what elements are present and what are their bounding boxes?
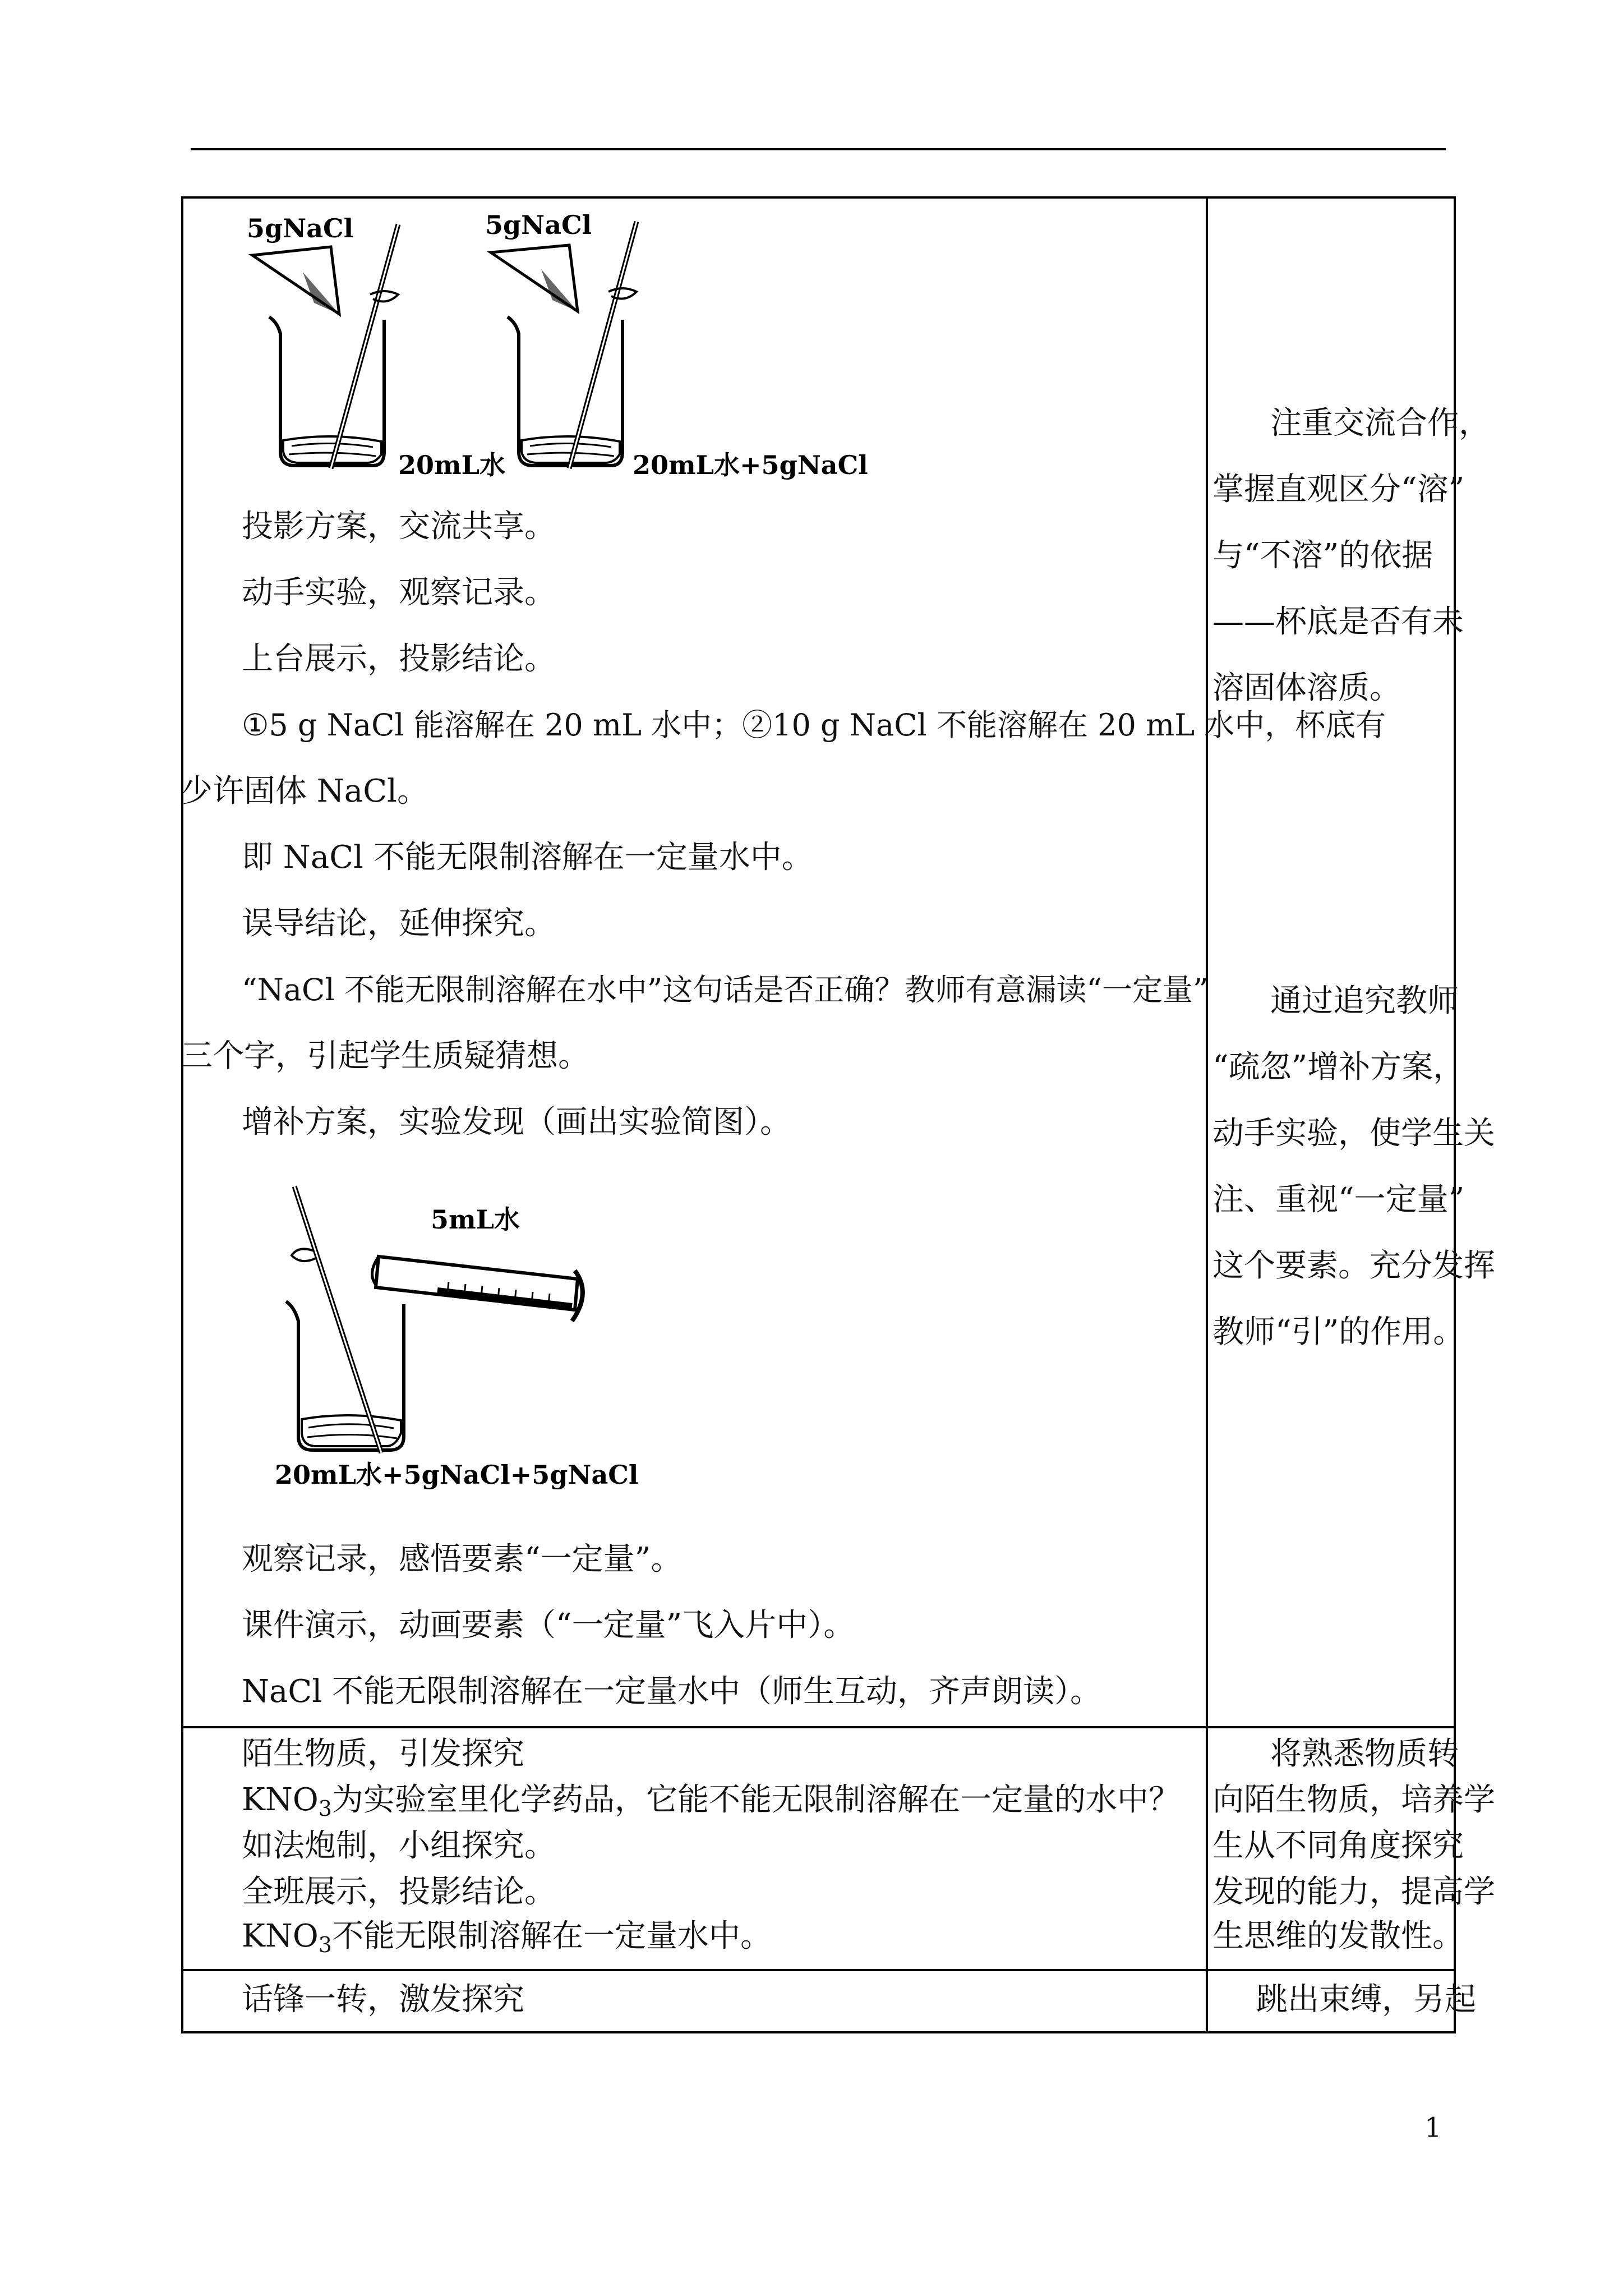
row2-line-5: $KNO_3$不能无限制溶解在一定量水中。	[242, 1918, 772, 1957]
row1-line-2: 动手实验，观察记录。	[242, 574, 556, 611]
figure-add-water-experiment	[269, 1178, 662, 1492]
right-stirring-rod-icon	[569, 222, 637, 468]
beaker-label: 20mL水+5gNaCl+5gNaCl	[275, 1460, 639, 1490]
row2-note-line-2: 向陌生物质，培养学	[1212, 1782, 1495, 1818]
row2-line-4: 全班展示，投影结论。	[242, 1874, 556, 1910]
right-weighing-paper-icon	[491, 245, 578, 311]
note1-line-1: 注重交流合作，	[1270, 405, 1490, 441]
note2-line-3: 动手实验，使学生关	[1212, 1115, 1495, 1152]
right-beaker-label: 20mL水+5gNaCl	[633, 450, 868, 480]
row-divider-1	[181, 1726, 1456, 1728]
stirring-rod-icon	[292, 1186, 381, 1453]
header-rule	[191, 148, 1446, 150]
figure-dissolving-experiment	[236, 205, 909, 496]
note1-line-4: ——杯底是否有未	[1212, 604, 1464, 640]
row1-line-7: 误导结论，延伸探究。	[242, 905, 556, 942]
row2-note-line-1: 将熟悉物质转	[1270, 1736, 1459, 1772]
note2-line-6: 教师“引”的作用。	[1212, 1314, 1465, 1350]
note2-line-5: 这个要素。充分发挥	[1212, 1248, 1495, 1284]
row1-after-line-3: NaCl 不能无限制溶解在一定量水中（师生互动，齐声朗读）。	[242, 1673, 1101, 1710]
row-divider-2	[181, 1969, 1456, 1971]
row1-line-9: 三个字，引起学生质疑猜想。	[181, 1038, 589, 1074]
row2-line-1: 陌生物质，引发探究	[242, 1736, 524, 1772]
note1-line-5: 溶固体溶质。	[1212, 670, 1401, 706]
left-stirring-rod-icon	[331, 224, 398, 468]
row1-line-3: 上台展示，投影结论。	[242, 641, 556, 677]
cylinder-label: 5mL水	[431, 1204, 520, 1235]
column-divider	[1206, 196, 1208, 2033]
right-salt-label: 5gNaCl	[485, 210, 592, 240]
row2-note-line-5: 生思维的发散性。	[1212, 1918, 1464, 1954]
row1-line-4: ①5 g NaCl 能溶解在 20 mL 水中；②10 g NaCl 不能溶解在 20 mL 水中，杯底有	[242, 707, 1386, 743]
row1-line-8: “NaCl 不能无限制溶解在水中”这句话是否正确？教师有意漏读“一定量”	[242, 972, 1209, 1007]
row2-line-2: $KNO_3$为实验室里化学药品，它能不能无限制溶解在一定量的水中？	[242, 1782, 1180, 1821]
row1-after-line-1: 观察记录，感悟要素“一定量”。	[242, 1541, 683, 1577]
row1-line-6: 即 NaCl 不能无限制溶解在一定量水中。	[242, 839, 813, 876]
row3-note-line-1: 跳出束缚，另起	[1256, 1981, 1476, 2018]
left-salt-label: 5gNaCl	[247, 213, 354, 243]
left-beaker-label: 20mL水	[398, 450, 506, 480]
row2-line-3: 如法炮制，小组探究。	[242, 1828, 556, 1864]
note1-line-2: 掌握直观区分“溶”	[1212, 471, 1465, 508]
note1-line-3: 与“不溶”的依据	[1212, 537, 1433, 574]
row1-after-line-2: 课件演示，动画要素（“一定量”飞入片中）。	[242, 1607, 855, 1644]
note2-line-2: “疏忽”增补方案，	[1212, 1049, 1465, 1085]
row1-line-10: 增补方案，实验发现（画出实验简图）。	[242, 1104, 791, 1140]
row3-line-1: 话锋一转，激发探究	[242, 1981, 524, 2018]
row1-line-5: 少许固体 NaCl。	[181, 773, 428, 809]
row2-note-line-3: 生从不同角度探究	[1212, 1828, 1464, 1864]
beaker-icon	[286, 1301, 404, 1450]
note2-line-1: 通过追究教师	[1270, 983, 1459, 1019]
row2-note-line-4: 发现的能力，提高学	[1212, 1874, 1495, 1910]
page-number: 1	[1424, 2112, 1442, 2143]
row1-line-1: 投影方案，交流共享。	[242, 508, 556, 545]
note2-line-4: 注、重视“一定量”	[1212, 1181, 1465, 1218]
left-weighing-paper-icon	[252, 247, 339, 314]
